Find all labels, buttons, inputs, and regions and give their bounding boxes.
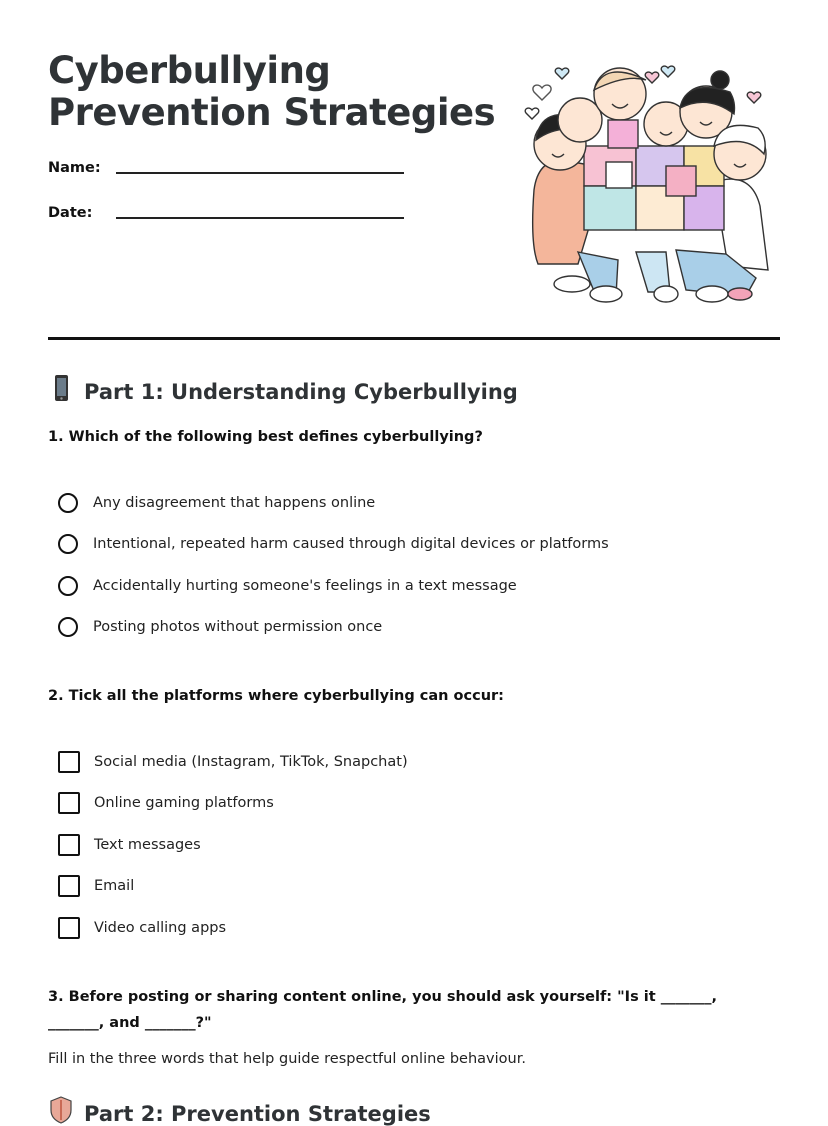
mobile-phone-icon [48, 374, 74, 402]
option-label: Social media (Instagram, TikTok, Snapchat) [94, 754, 408, 770]
option-label: Any disagreement that happens online [93, 495, 376, 511]
option-label: Accidentally hurting someone's feelings in a text message [93, 578, 517, 594]
checkbox[interactable] [58, 751, 80, 773]
checkbox[interactable] [58, 834, 80, 856]
radio-button[interactable] [58, 493, 78, 513]
q2-option[interactable] [58, 874, 134, 898]
part2-title [48, 1096, 431, 1126]
q1-option[interactable] [58, 491, 375, 515]
date-field [48, 205, 92, 221]
name-label: Name: [48, 160, 101, 176]
date-label: Date: [48, 205, 93, 221]
question-1: 1. Which of the following best defines cyberbullying? [48, 429, 483, 445]
question-3: 3. Before posting or sharing content online, you should ask yourself: "Is it _______, _______, and _______?" [48, 989, 717, 1031]
q1-option[interactable] [58, 574, 517, 598]
name-field [48, 160, 101, 176]
children-puzzle-illustration [516, 62, 774, 308]
question-3-instruction: Fill in the three words that help guide respectful online behaviour. [48, 1051, 526, 1067]
option-label: Intentional, repeated harm caused through digital devices or platforms [93, 536, 609, 552]
option-label: Email [94, 878, 135, 894]
q2-option[interactable] [58, 916, 226, 940]
title-line-2: Prevention Strategies [48, 91, 496, 134]
checkbox[interactable] [58, 917, 80, 939]
radio-button[interactable] [58, 617, 78, 637]
title-line-1: Cyberbullying [48, 49, 331, 92]
checkbox[interactable] [58, 792, 80, 814]
q2-option[interactable] [58, 791, 274, 815]
option-label: Video calling apps [94, 920, 227, 936]
radio-button[interactable] [58, 534, 78, 554]
q1-option[interactable] [58, 615, 382, 639]
option-label: Online gaming platforms [94, 795, 274, 811]
shield-icon [48, 1096, 74, 1124]
part2-title-text: Part 2: Prevention Strategies [84, 1102, 431, 1126]
q2-option[interactable] [58, 750, 408, 774]
part1-title-text: Part 1: Understanding Cyberbullying [84, 380, 518, 404]
name-input-line[interactable] [116, 172, 404, 174]
question-2: 2. Tick all the platforms where cyberbullying can occur: [48, 688, 504, 704]
option-label: Posting photos without permission once [93, 619, 383, 635]
worksheet-title [48, 50, 495, 134]
part1-title [48, 374, 518, 404]
date-input-line[interactable] [116, 217, 404, 219]
checkbox[interactable] [58, 875, 80, 897]
q1-option[interactable] [58, 532, 609, 556]
option-label: Text messages [94, 837, 201, 853]
q2-option[interactable] [58, 833, 201, 857]
radio-button[interactable] [58, 576, 78, 596]
header-divider [48, 337, 780, 340]
